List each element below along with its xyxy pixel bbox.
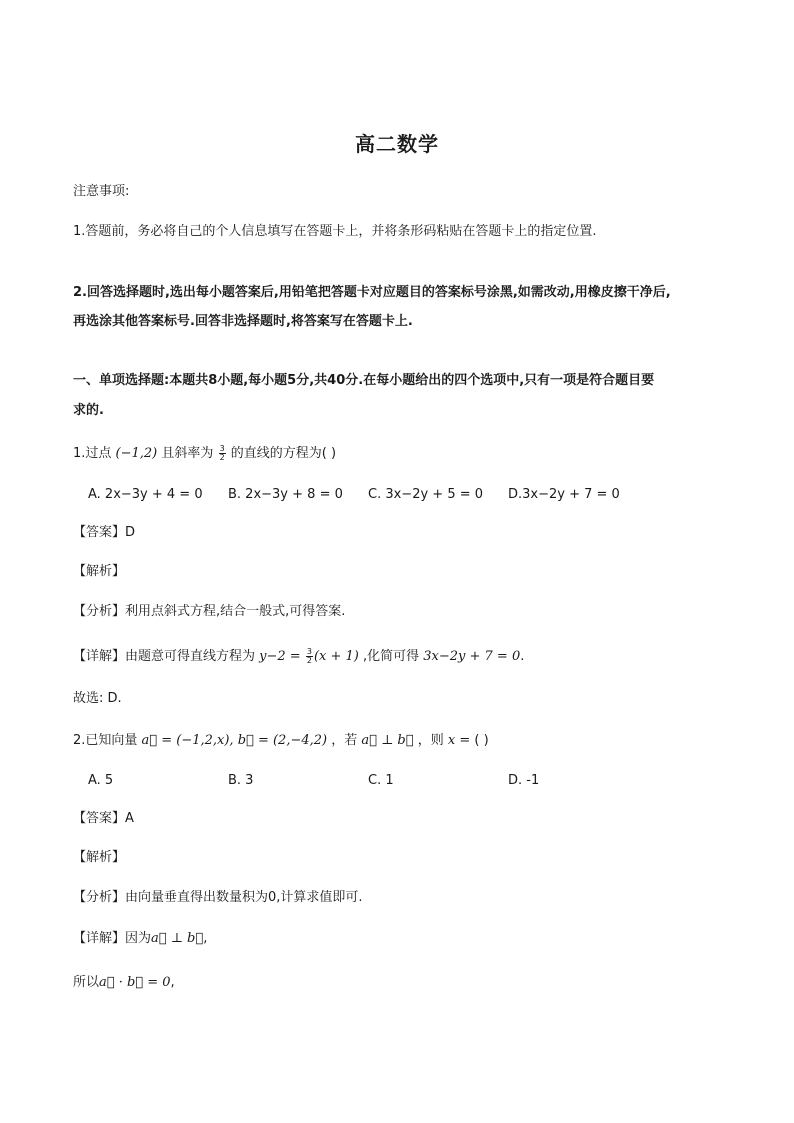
- question-1-analysis-label: 【解析】: [73, 564, 126, 579]
- question-2-option-c: C. 1: [368, 773, 394, 788]
- question-1-choice: 故选: D.: [73, 691, 122, 706]
- question-2-detail: [73, 930, 207, 948]
- page-title: 高二数学: [355, 132, 439, 156]
- notice-heading: 注意事项:: [73, 184, 130, 199]
- detail-denominator: 2: [306, 656, 312, 665]
- question-2-so-text-b: ,: [170, 975, 175, 990]
- question-1-detail-text-a: 【详解】由题意可得直线方程为: [73, 649, 256, 664]
- question-2-stem-text-d: ( ): [474, 733, 489, 748]
- question-1-detail-text-c: .: [520, 649, 525, 664]
- question-2-option-b: B. 3: [228, 773, 254, 788]
- question-2-stem-text-a: 2.已知向量: [73, 733, 138, 748]
- question-1-point: (−1,2): [115, 446, 158, 461]
- notice-item-2-line-2: 再选涂其他答案标号.回答非选择题时,将答案写在答题卡上.: [73, 314, 413, 329]
- question-2-detail-text-a: 【详解】因为: [73, 931, 152, 946]
- question-2-perp: a⃗ ⊥ b⃗: [361, 733, 414, 748]
- question-1-detail-fraction: [306, 648, 313, 665]
- question-2-so: [73, 974, 175, 992]
- question-1-option-d: D.3x−2y + 7 = 0: [508, 487, 620, 502]
- question-1-detail-eq3: 3x−2y + 7 = 0: [423, 649, 521, 664]
- question-2-option-d: D. -1: [508, 773, 540, 788]
- question-2-detail-perp: a⃗ ⊥ b⃗: [151, 931, 204, 946]
- question-1-detail-eq: y−2 =: [259, 649, 301, 664]
- question-1-option-c: C. 3x−2y + 5 = 0: [368, 487, 484, 502]
- notice-item-2-line-1: 2.回答选择题时,选出每小题答案后,用铅笔把答题卡对应题目的答案标号涂黑,如需改动,用橡皮擦干净后,: [73, 285, 671, 300]
- question-2-so-text-a: 所以: [73, 975, 100, 990]
- question-1-stem-text-a: 1.过点: [73, 446, 112, 461]
- detail-numerator: 3: [306, 647, 312, 656]
- question-1-stem: [73, 445, 336, 463]
- question-2-detail-text-b: ,: [203, 931, 208, 946]
- section-1-heading-line-2: 求的.: [73, 403, 104, 418]
- question-1-fenxi: 【分析】利用点斜式方程,结合一般式,可得答案.: [73, 604, 346, 619]
- section-1-heading-line-1: 一、单项选择题:本题共8小题,每小题5分,共40分.在每小题给出的四个选项中,只有一项是符合题目要: [73, 373, 655, 388]
- question-1-detail: [73, 648, 524, 666]
- question-1-stem-text-c: 的直线的方程为( ): [230, 446, 337, 461]
- question-1-stem-text-b: 且斜率为: [161, 446, 214, 461]
- question-2-answer: 【答案】A: [73, 811, 134, 826]
- question-1-answer: 【答案】D: [73, 525, 136, 540]
- question-2-vectors: a⃗ = (−1,2,x), b⃗ = (2,−4,2): [141, 733, 328, 748]
- slope-denominator: 2: [219, 453, 225, 462]
- question-2-analysis-label: 【解析】: [73, 850, 126, 865]
- question-2-xeq: x =: [447, 733, 471, 748]
- question-1-detail-text-b: ,化简可得: [362, 649, 420, 664]
- question-2-stem: [73, 732, 489, 750]
- slope-numerator: 3: [219, 444, 225, 453]
- question-2-stem-text-b: ，若: [331, 733, 358, 748]
- question-2-fenxi: 【分析】由向量垂直得出数量积为0,计算求值即可.: [73, 890, 363, 905]
- question-1-option-a: A. 2x−3y + 4 = 0: [88, 487, 203, 502]
- question-2-option-a: A. 5: [88, 773, 114, 788]
- question-1-detail-eq2: (x + 1): [313, 649, 359, 664]
- question-2-so-eq: a⃗ · b⃗ = 0: [99, 975, 171, 990]
- question-2-stem-text-c: ，则: [417, 733, 444, 748]
- question-1-slope-fraction: [219, 445, 226, 462]
- question-1-option-b: B. 2x−3y + 8 = 0: [228, 487, 343, 502]
- notice-item-1: 1.答题前，务必将自己的个人信息填写在答题卡上，并将条形码粘贴在答题卡上的指定位置.: [73, 224, 597, 239]
